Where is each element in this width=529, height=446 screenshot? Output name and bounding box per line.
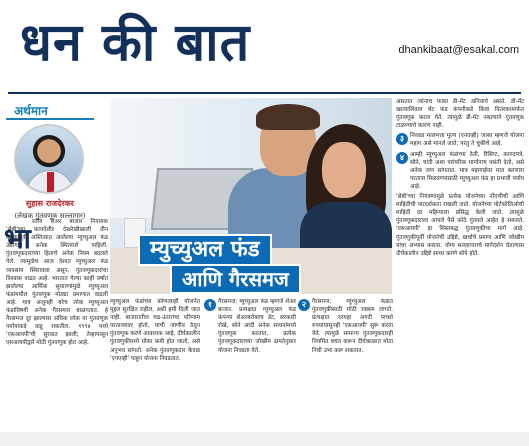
photo-man-hair [256, 104, 320, 130]
author-tie [47, 172, 54, 194]
masthead-divider [8, 92, 521, 94]
point-number-3: ३ [396, 133, 408, 145]
point-3-text: निव्वळ मालमत्ता मूल्य (एनएव्ही) जास्त म्हणजे योजना महाग असे मानले जाते; परंतु ते चुकीचे आहे. [410, 133, 524, 148]
author-photo [14, 124, 84, 194]
article-column-2 [110, 298, 200, 426]
contact-email[interactable]: dhankibaat@esakal.com [398, 44, 519, 56]
masthead [0, 0, 529, 96]
photo-woman-face [322, 142, 366, 198]
author-role: (लेखक गुंतवणूक सल्लागार) [14, 212, 86, 220]
point-2-text: गैरसमज: म्युच्युअल फंडात गुंतवणुकीसाठी मोठी रक्कम लागते. प्रत्यक्षात दरमहा अगदी पाचशे रुपयांपासूनही 'एसआयपी' सुरू करता येते. त्यामुळे सामान्य गुंतवणूकदारही नियमित बचत करून दीर्घकाळात मोठा निधी उभा करू शकतात. [312, 299, 393, 354]
point-1 [204, 298, 296, 355]
article-column-4 [298, 298, 393, 426]
column-1-text: रतीय शेअर बाजार नियामक 'सेबी'च्या कायदेशीर देखरेखीखाली तीन दशकांपूर्वी अस्तित्वात आलेल्या म्युच्युअल फंड उद्योगाने अनेक स्थित्यंतरे पाहिली. गुंतवणूकदारांच्या हिताचे अनेक नियम बदलले गेले. त्यामुळेच आज देशात म्युच्युअल फंड व्यवसाय स्थिरावला असून, गुंतवणूकदारांचा विश्वास वाढत आहे. भारतात गेल्या काही वर्षांत झालेल्या आर्थिक सुधारणांमुळे म्युच्युअल फंडांमधील गुंतवणूक मोठ्या प्रमाणात वाढली आहे. मात्र अजूनही बरेच लोक म्युच्युअल फंडांविषयी अनेक गैरसमज बाळगतात. हे गैरसमज दूर झाल्यास अधिक लोक या गुंतवणूक पर्यायाकडे वळू शकतील. १९९४ मध्ये 'एसआयपी'ची सुरवात झाली; तेव्हापासून एसआयपीद्वारे मोठी गुंतवणूक होत आहे. [6, 219, 108, 347]
headline-line-1: म्युच्युअल फंड [138, 234, 272, 266]
section-label: अर्थमान [14, 104, 48, 118]
author-name: सुहास राजदेरकर [25, 199, 75, 208]
point-4 [396, 151, 524, 191]
column-5-intro: असतात त्यांनाच फक्त डी-मॅट अनिवार्य असते. डी-मॅट खात्याशिवाय थेट फंड कंपनीकडे किंवा वितरकामार्फत गुंतवणूक करता येते. त्यामुळे डी-मॅट नसल्याने गुंतवणूक टाळण्याचे कारण नाही. [396, 99, 524, 130]
point-3 [396, 132, 524, 148]
headline-band [110, 230, 392, 294]
page-footer-strip [0, 432, 529, 446]
headline-line-2: आणि गैरसमज [170, 264, 301, 294]
drop-cap: भा [4, 222, 31, 255]
article-column-5 [396, 98, 524, 426]
column-5-body: 'सेबी'च्या नियंत्रणामुळे प्रत्येक योजनेच्या नोंदणीची आणि माहितीची पारदर्शकता राखली जाते. योजनेच्या पोर्टफोलिओची माहिती दर महिन्याला प्रसिद्ध केली जाते. त्यामुळे गुंतवणूकदाराला आपले पैसे कोठे गुंतवले आहेत हे समजते. 'एसआयपी' हा शिस्तबद्ध गुंतवणुकीचा मार्ग आहे. गुंतवणुकीपूर्वी योजनेची उद्दिष्टे, खर्चाचे प्रमाण आणि जोखीम यांचा अभ्यास करावा. योग्य सल्लागाराचे मार्गदर्शन घेतल्यास दीर्घकालीन उद्दिष्टे साध्य करणे सोपे होते. [396, 194, 524, 257]
column-2-text: म्युच्युअल फंडांच्या कोणत्याही योजनेत मुद्दल सुरक्षित राहील, अशी हमी दिली जात नाही. बाजारातील चढ-उतारांचा परिणाम परताव्यावर होतो, याची जाणीव ठेवून गुंतवणूक करणे आवश्यक आहे. दीर्घकालीन गुंतवणुकीमध्ये धोका कमी होत जातो, असे अनुभव सांगतो. अनेक गुंतवणूकदार केवळ 'एनएव्ही' पाहून योजना निवडतात. [110, 299, 200, 362]
article-column-3 [204, 298, 296, 426]
point-number-2: २ [298, 299, 310, 311]
point-1-text: गैरसमज: म्युच्युअल फंड म्हणजे शेअर बाजार. प्रत्यक्षात म्युच्युअल फंड कंपन्या शेअरबरोबरच डेट, सरकारी रोखे, सोने आदी अनेक साधनांमध्ये गुंतवणूक करतात. प्रत्येक गुंतवणूकदाराच्या जोखीम क्षमतेनुसार योजना निवडता येते. [218, 299, 296, 354]
point-4-text: आम्ही म्युच्युअल फंडांच्या ठेवी, रिसिप्ट, कागदपत्रे, सोने, चांदी अशा पारंपरिक मार्गांनाच पसंती देतो, असे अनेक जण सांगतात. मात्र महागाईवर मात करणारा परतावा मिळवण्यासाठी म्युच्युअल फंड हा प्रभावी पर्याय आहे. [410, 151, 524, 190]
article-column-1 [6, 218, 108, 423]
section-header [6, 100, 94, 120]
point-number-4: ४ [396, 152, 408, 164]
point-2 [298, 298, 393, 355]
point-number-1: १ [204, 299, 216, 311]
masthead-title: धन की बात [20, 13, 251, 73]
